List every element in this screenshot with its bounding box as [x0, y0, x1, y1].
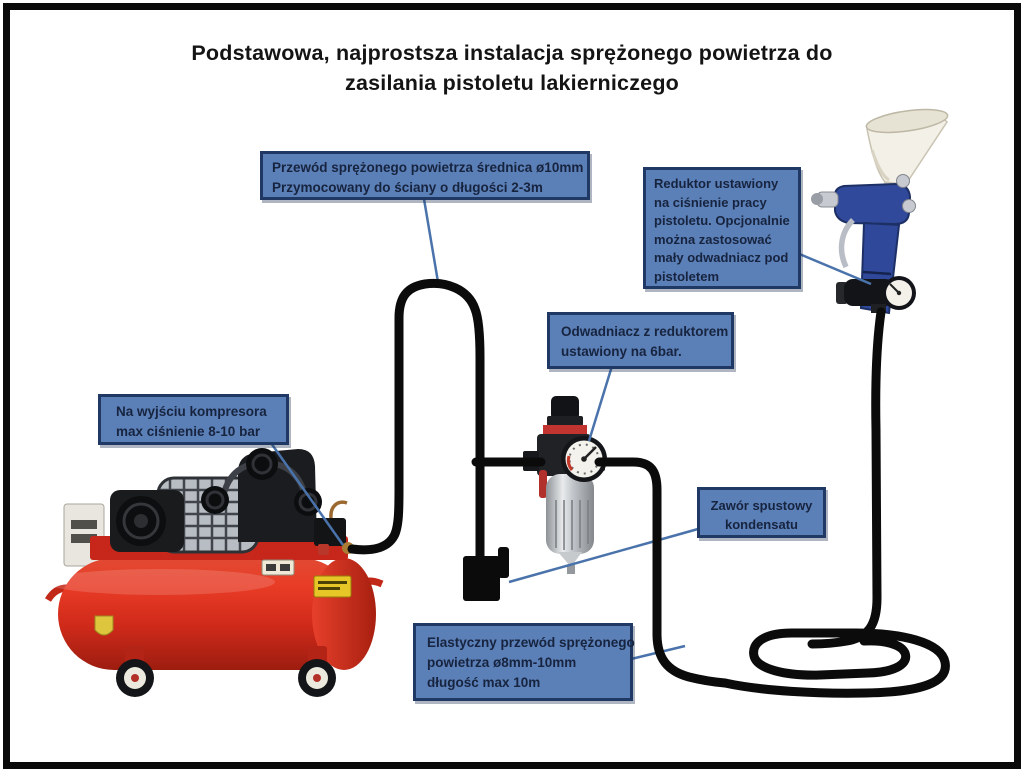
warning-label: [314, 576, 351, 597]
leader-drain-valve: [509, 529, 698, 582]
wheel-center: [131, 674, 139, 682]
callout-line: długość max 10m: [427, 675, 541, 690]
callout-compressor-output: [98, 394, 289, 445]
drain-lever: [539, 470, 547, 498]
leader-filter-regulator: [589, 366, 612, 441]
label-text-line: [318, 581, 347, 584]
callout-line: Zawór spustowy: [710, 498, 813, 513]
air-knob: [903, 200, 916, 213]
air-filter: [246, 448, 278, 480]
callout-flexible-hose: [413, 623, 633, 701]
callout-line: Na wyjściu kompresora: [116, 404, 267, 419]
tank-highlight: [45, 569, 275, 595]
callout-line: ustawiony na 6bar.: [561, 344, 682, 359]
sticker-mark: [266, 564, 276, 571]
fluid-knob: [897, 175, 910, 188]
air-filter: [294, 488, 322, 516]
wheel-center: [313, 674, 321, 682]
spray-gun-illustration: [811, 105, 949, 313]
callout-filter-regulator: [547, 312, 734, 369]
copper-pipe: [331, 502, 347, 518]
air-filter: [201, 486, 229, 514]
gun-hose: [812, 312, 881, 644]
label-text-line: [318, 587, 340, 590]
knob-base: [547, 416, 583, 426]
gauge-needle-hub: [581, 456, 587, 462]
callout-line: pistoletu. Opcjonalnie: [654, 213, 790, 228]
callout-line: Elastyczny przewód sprężonego: [427, 635, 635, 650]
callout-line: mały odwadniacz pod: [654, 250, 789, 265]
air-cap: [811, 193, 823, 205]
leader-wall-pipe: [424, 199, 438, 282]
callout-line: pistoletem: [654, 268, 720, 284]
title-line-1: Podstawowa, najprostsza instalacja sprężonego powietrza do: [191, 41, 833, 65]
callout-line: można zastosować: [654, 231, 772, 247]
callout-drain-valve: [697, 487, 826, 538]
callout-gun-regulator: [643, 167, 801, 289]
callout-line: Reduktor ustawiony: [654, 176, 779, 191]
red-lock-ring: [543, 425, 587, 435]
drain-valve-body: [463, 556, 500, 601]
callout-line: na ciśnienie pracy: [654, 194, 767, 210]
condensate-drain-valve: [463, 547, 509, 601]
sticker-mark: [280, 564, 290, 571]
callout-wall-pipe: [260, 151, 590, 200]
compressor-illustration: [45, 448, 382, 697]
callout-line: powietrza ø8mm-10mm: [427, 655, 577, 670]
drain-valve-stub: [498, 547, 509, 578]
callout-line: kondensatu: [725, 517, 798, 532]
control-box-vent: [71, 520, 97, 529]
callout-line: max ciśnienie 8-10 bar: [116, 424, 261, 439]
page-title: [0, 38, 1024, 98]
filter-bowl: [546, 474, 594, 554]
callout-line: Odwadniacz z reduktorem: [561, 324, 729, 339]
callout-line: Przymocowany do ściany o długości 2-3m: [272, 180, 543, 195]
title-line-2: zasilania pistoletu lakierniczego: [345, 71, 679, 95]
gun-head: [835, 184, 910, 224]
leader-gun-regulator: [797, 253, 871, 284]
gun-gauge-hub: [897, 291, 901, 295]
motor-hub: [134, 514, 148, 528]
shield-label: [95, 616, 113, 635]
trigger: [842, 220, 853, 267]
wall-pipe-hose: [352, 283, 480, 549]
switch-knob: [318, 544, 329, 555]
callout-line: Przewód sprężonego powietrza średnica ø10mm: [272, 160, 584, 175]
